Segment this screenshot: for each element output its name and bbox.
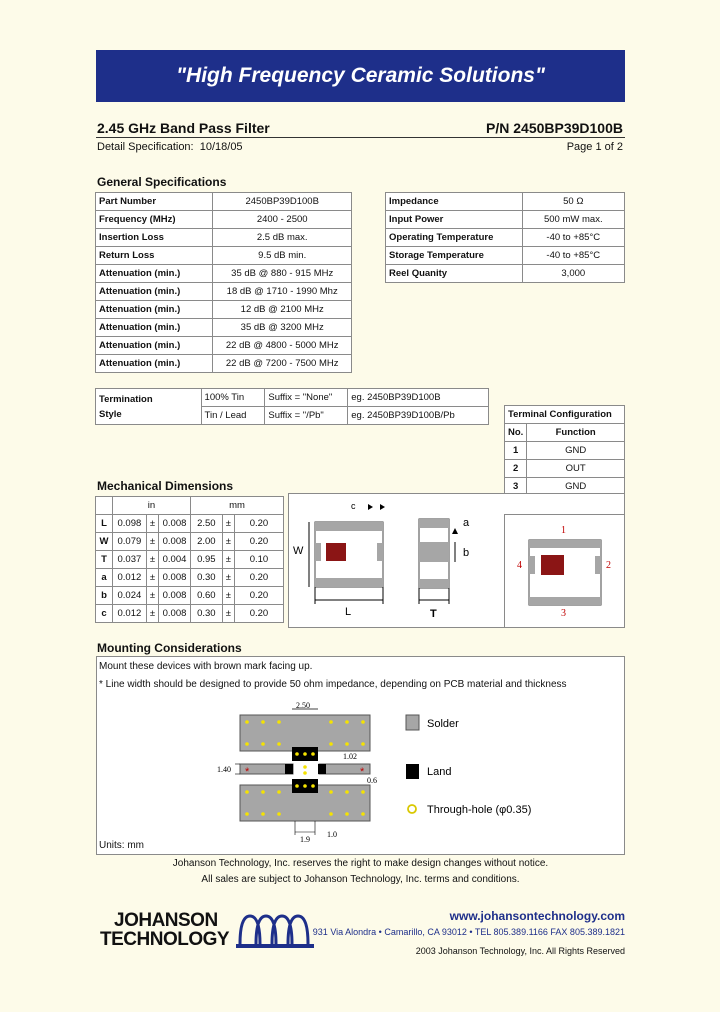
top-view-body [315, 522, 383, 587]
term-suffix: Suffix = "None" [265, 389, 348, 407]
dim-mm-tol: ± [222, 533, 234, 551]
dim-in-tol: ± [146, 605, 158, 623]
via-dot [311, 784, 315, 788]
spec-label: Part Number [96, 193, 213, 211]
via-dot [295, 784, 299, 788]
spec-value: 2400 - 2500 [213, 211, 352, 229]
dimension-row [96, 533, 284, 551]
general-spec-right-table [385, 192, 625, 283]
company-logo [100, 911, 229, 949]
dim-mm-tol: ± [222, 587, 234, 605]
side-term-3 [419, 579, 449, 588]
dim-mm-tol: ± [222, 605, 234, 623]
spec-row [386, 247, 625, 265]
pin3-label: 3 [561, 608, 566, 619]
land-pattern-svg [97, 697, 624, 847]
dim-mm-t: 0.10 [234, 551, 283, 569]
spec-row [96, 283, 352, 301]
via-dot [245, 812, 249, 816]
spec-row [96, 193, 352, 211]
spec-row [96, 229, 352, 247]
dim-mm-t: 0.20 [234, 605, 283, 623]
dim-dim: W [96, 533, 113, 551]
dim-mm-tol: ± [222, 569, 234, 587]
spec-value: 3,000 [522, 265, 624, 283]
spec-label: Frequency (MHz) [96, 211, 213, 229]
termination-table [95, 388, 489, 425]
spec-label: Detail Specification: [97, 141, 194, 153]
spec-row [96, 301, 352, 319]
via-dot [277, 742, 281, 746]
spec-value: 22 dB @ 4800 - 5000 MHz [213, 337, 352, 355]
spec-label: Attenuation (min.) [96, 301, 213, 319]
dimension-row [96, 551, 284, 569]
logo-waves-icon [236, 910, 316, 952]
footer-line-1: Johanson Technology, Inc. reserves the right to make design changes without notice. [172, 858, 549, 869]
via-dot [261, 742, 265, 746]
spec-value: 50 Ω [522, 193, 624, 211]
dim-in-t: 0.004 [159, 551, 191, 569]
dim-in-t: 0.008 [159, 605, 191, 623]
spec-row [386, 265, 625, 283]
star-left: * [245, 766, 250, 778]
dim-in-tol: ± [146, 515, 158, 533]
spec-label: Return Loss [96, 247, 213, 265]
dim-in-val: 0.012 [112, 569, 146, 587]
t-label: T [430, 608, 437, 620]
dim-mm-t: 0.20 [234, 515, 283, 533]
via-dot [261, 812, 265, 816]
dim-in-t: 0.008 [159, 569, 191, 587]
pin2-pad [595, 556, 601, 574]
via-dot [295, 752, 299, 756]
via-dot [303, 784, 307, 788]
top-term-top [315, 522, 383, 531]
footer-line-2: All sales are subject to Johanson Technology, Inc. terms and conditions. [201, 874, 520, 885]
dim-mm-val: 2.00 [190, 533, 222, 551]
dim-mm-val: 0.60 [190, 587, 222, 605]
brown-mark [326, 543, 346, 561]
spec-row [96, 247, 352, 265]
termination-label-line2: Style [99, 408, 122, 420]
dim-dim: L [96, 515, 113, 533]
dim-in-val: 0.012 [112, 605, 146, 623]
pin4-pad [529, 556, 535, 574]
dim-in-t: 0.008 [159, 515, 191, 533]
dim-mm-tol: ± [222, 551, 234, 569]
via-dot [261, 790, 265, 794]
spec-value: -40 to +85°C [522, 247, 624, 265]
terminal-config-drawing [504, 514, 625, 628]
pin4-label: 4 [517, 560, 522, 571]
via-dot [277, 720, 281, 724]
l-label: L [345, 606, 352, 618]
dim-in-val: 0.098 [112, 515, 146, 533]
dim-dim: c [96, 605, 113, 623]
legend-solder: Solder [427, 718, 459, 730]
via-dot [303, 752, 307, 756]
legend-via-swatch [408, 805, 416, 813]
via-dot [303, 765, 307, 769]
product-title: 2.45 GHz Band Pass Filter [97, 120, 270, 136]
termination-label-line1: Termination [99, 393, 153, 405]
dim-mm-t: 0.20 [234, 533, 283, 551]
dim-mm-t: 0.20 [234, 587, 283, 605]
dimension-row [96, 605, 284, 623]
pin1-pad [529, 540, 601, 548]
col-mm: mm [190, 497, 283, 515]
pin1-label: 1 [561, 525, 566, 536]
dim-in-t: 0.008 [159, 587, 191, 605]
via-dot [303, 771, 307, 775]
col-in: in [112, 497, 190, 515]
via-dot [345, 790, 349, 794]
copyright: 2003 Johanson Technology, Inc. All Rights Reserved [415, 946, 625, 956]
terminal-row [505, 460, 625, 478]
spec-row [386, 229, 625, 247]
dim-in-tol: ± [146, 569, 158, 587]
via-dot [329, 720, 333, 724]
chip-outline [529, 540, 601, 605]
terminal-function: OUT [527, 460, 625, 478]
dimension-row [96, 515, 284, 533]
term-example: eg. 2450BP39D100B/Pb [348, 407, 489, 425]
spec-label: Storage Temperature [386, 247, 523, 265]
spec-value: 2450BP39D100B [213, 193, 352, 211]
via-dot [329, 742, 333, 746]
spec-row [96, 319, 352, 337]
terminal-config-title: Terminal Configuration [505, 406, 625, 424]
spec-row [386, 193, 625, 211]
general-spec-title: General Specifications [97, 175, 227, 189]
spec-label: Attenuation (min.) [96, 319, 213, 337]
spec-label: Operating Temperature [386, 229, 523, 247]
dimension-row [96, 569, 284, 587]
spec-label: Attenuation (min.) [96, 337, 213, 355]
solder-top [240, 715, 370, 751]
dim-in-val: 0.024 [112, 587, 146, 605]
spec-line [97, 141, 243, 153]
spec-value: 22 dB @ 7200 - 7500 MHz [213, 355, 352, 373]
header-divider [96, 137, 625, 138]
via-dot [361, 790, 365, 794]
dim-102: 1.02 [343, 752, 357, 761]
spec-row [96, 211, 352, 229]
dim-mm-val: 0.30 [190, 569, 222, 587]
terminal-no: 2 [505, 460, 527, 478]
via-dot [277, 812, 281, 816]
dim-mm-val: 0.95 [190, 551, 222, 569]
company-address: 931 Via Alondra • Camarillo, CA 93012 • TEL 805.389.1166 FAX 805.389.1821 [312, 927, 625, 937]
terminal-no: 1 [505, 442, 527, 460]
mount-note-1: Mount these devices with brown mark facing up. [99, 661, 313, 672]
spec-value: 18 dB @ 1710 - 1990 Mhz [213, 283, 352, 301]
term-type: Tin / Lead [201, 407, 265, 425]
dim-in-t: 0.008 [159, 533, 191, 551]
dim-mm-val: 0.30 [190, 605, 222, 623]
via-dot [311, 752, 315, 756]
spec-label: Attenuation (min.) [96, 355, 213, 373]
dimension-row [96, 587, 284, 605]
spec-label: Reel Quanity [386, 265, 523, 283]
c-arrow-right [380, 504, 385, 510]
star-right: * [360, 766, 365, 778]
spec-row [96, 265, 352, 283]
dim-in-tol: ± [146, 551, 158, 569]
general-spec-table [95, 192, 352, 373]
spec-row [96, 337, 352, 355]
spec-row [386, 211, 625, 229]
spec-row [96, 355, 352, 373]
dim-19: 1.9 [300, 835, 310, 844]
via-dot [245, 742, 249, 746]
top-term-left [315, 543, 321, 561]
termination-row [96, 389, 489, 407]
a-arrow [452, 528, 458, 534]
via-dot [361, 720, 365, 724]
term-type: 100% Tin [201, 389, 265, 407]
spec-label: Impedance [386, 193, 523, 211]
mechanical-table [95, 496, 284, 623]
terminal-function: GND [527, 442, 625, 460]
c-arrow-left [368, 504, 373, 510]
page-indicator: Page 1 of 2 [566, 141, 623, 153]
legend-solder-swatch [406, 715, 419, 730]
term-example: eg. 2450BP39D100B [348, 389, 489, 407]
via-dot [261, 720, 265, 724]
spec-label: Input Power [386, 211, 523, 229]
term-suffix: Suffix = "/Pb" [265, 407, 348, 425]
dim-06: 0.6 [367, 776, 377, 785]
pin3-pad [529, 597, 601, 605]
spec-date: 10/18/05 [199, 141, 243, 153]
via-dot [345, 720, 349, 724]
legend-land-swatch [406, 764, 419, 779]
w-label: W [293, 545, 304, 557]
dim-250: 2.50 [296, 701, 310, 710]
side-term-1 [419, 519, 449, 528]
termination-style-label [96, 389, 202, 425]
dim-140: 1.40 [217, 765, 231, 774]
via-dot [277, 790, 281, 794]
col-no: No. [505, 424, 527, 442]
dim-mm-tol: ± [222, 515, 234, 533]
spec-value: 35 dB @ 880 - 915 MHz [213, 265, 352, 283]
spec-value: 2.5 dB max. [213, 229, 352, 247]
pin2-label: 2 [606, 560, 611, 571]
col-function: Function [527, 424, 625, 442]
dim-in-val: 0.037 [112, 551, 146, 569]
dim-dim: b [96, 587, 113, 605]
spec-label: Attenuation (min.) [96, 283, 213, 301]
dim-mm-t: 0.20 [234, 569, 283, 587]
spec-label: Insertion Loss [96, 229, 213, 247]
via-dot [245, 790, 249, 794]
b-label: b [463, 547, 470, 559]
part-number-heading: P/N 2450BP39D100B [486, 120, 623, 136]
mechanical-title: Mechanical Dimensions [97, 479, 234, 493]
dim-in-tol: ± [146, 533, 158, 551]
dim-dim: T [96, 551, 113, 569]
c-label: c [351, 501, 356, 511]
terminal-svg [505, 515, 626, 629]
side-term-2 [419, 542, 449, 562]
website-link[interactable]: www.johansontechnology.com [449, 909, 625, 923]
spec-value: 9.5 dB min. [213, 247, 352, 265]
via-dot [361, 812, 365, 816]
mounting-box [96, 656, 625, 855]
logo-line-1: JOHANSON [114, 910, 218, 931]
terminal-no: 3 [505, 478, 527, 496]
dim-in-tol: ± [146, 587, 158, 605]
tagline: "High Frequency Ceramic Solutions" [176, 64, 545, 87]
dim-mm-val: 2.50 [190, 515, 222, 533]
dim-dim: a [96, 569, 113, 587]
spec-label: Attenuation (min.) [96, 265, 213, 283]
land-left [285, 764, 293, 774]
logo-line-2: TECHNOLOGY [100, 929, 230, 950]
via-dot [329, 812, 333, 816]
via-dot [345, 742, 349, 746]
via-dot [361, 742, 365, 746]
chip-mark [541, 555, 564, 575]
a-label: a [463, 517, 470, 529]
via-dot [345, 812, 349, 816]
spec-value: 500 mW max. [522, 211, 624, 229]
legend-land: Land [427, 766, 452, 778]
via-dot [245, 720, 249, 724]
legend-through-hole: Through-hole (φ0.35) [427, 804, 532, 816]
top-term-bottom [315, 578, 383, 587]
top-term-right [377, 543, 383, 561]
via-dot [329, 790, 333, 794]
spec-value: 35 dB @ 3200 MHz [213, 319, 352, 337]
dim-in-val: 0.079 [112, 533, 146, 551]
spec-value: 12 dB @ 2100 MHz [213, 301, 352, 319]
mount-note-2: * Line width should be designed to provide 50 ohm impedance, depending on PCB material and thickness [99, 679, 567, 690]
mounting-title: Mounting Considerations [97, 641, 242, 655]
land-right [318, 764, 326, 774]
terminal-function: GND [527, 478, 625, 496]
terminal-row [505, 442, 625, 460]
dim-10: 1.0 [327, 830, 337, 839]
units-note: Units: mm [99, 840, 144, 851]
spec-value: -40 to +85°C [522, 229, 624, 247]
tagline-banner [96, 50, 625, 102]
